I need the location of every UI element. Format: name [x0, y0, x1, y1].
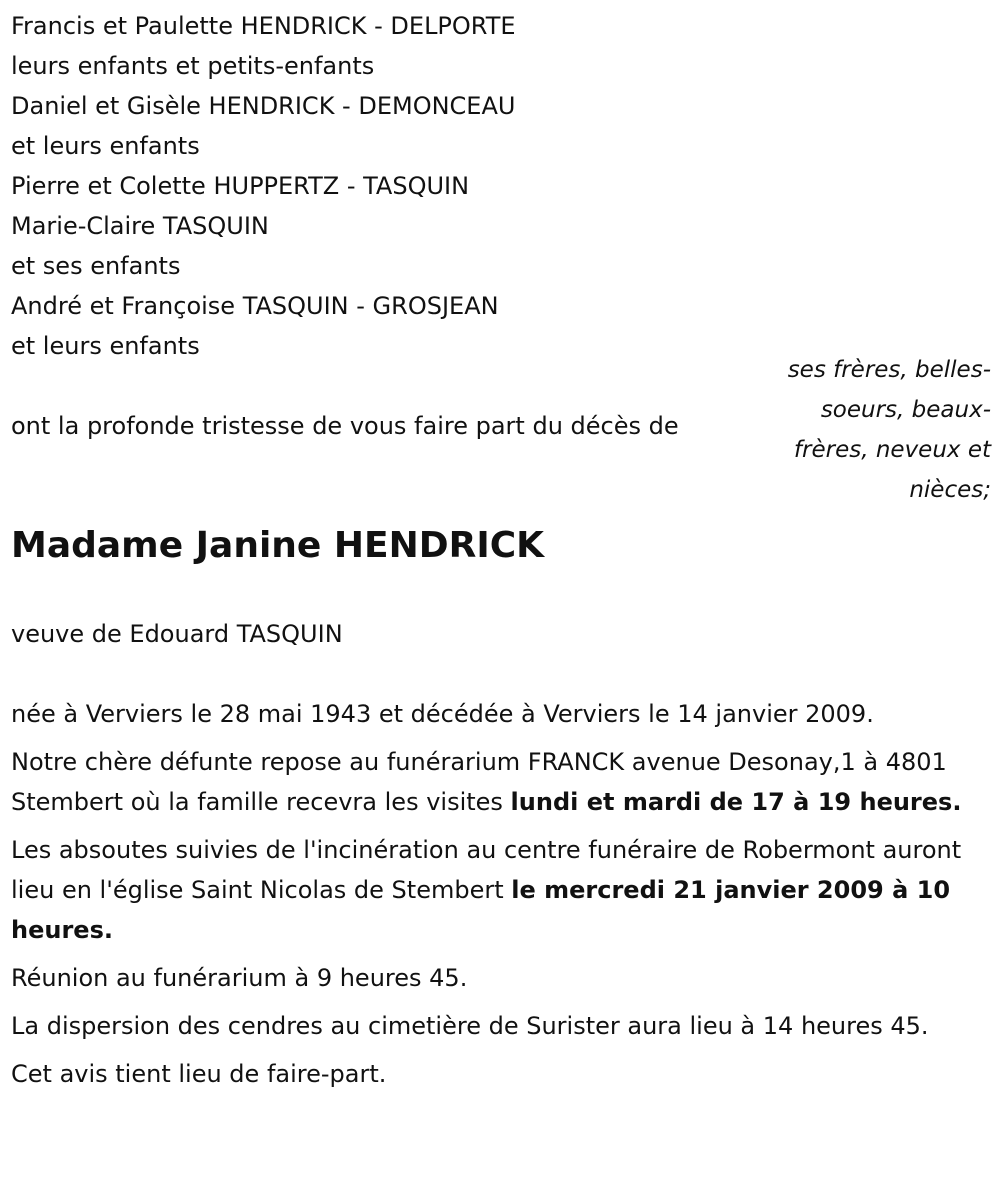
- meeting-paragraph: Réunion au funérarium à 9 heures 45.: [11, 964, 468, 992]
- ceremony-date: le mercredi 21 janvier 2009 à 10 heures.: [11, 876, 951, 944]
- announcement-text: ont la profonde tristesse de vous faire part du décès de: [11, 412, 679, 440]
- family-line: leurs enfants et petits-enfants: [11, 52, 375, 80]
- widow-of-text: veuve de Edouard TASQUIN: [11, 620, 343, 648]
- family-line: Marie-Claire TASQUIN: [11, 212, 269, 240]
- family-list: [11, 6, 731, 366]
- family-line: André et Françoise TASQUIN - GROSJEAN: [11, 292, 499, 320]
- deceased-name: Madame Janine HENDRICK: [11, 525, 545, 566]
- ceremony-text: Les absoutes suivies de l'incinération au centre funéraire de Robermont auront lieu en l'église Saint Nicolas de Stembert: [11, 836, 962, 904]
- visitation-text: Notre chère défunte repose au funérarium FRANCK avenue Desonay,1 à 4801 Stembert où la famille recevra les visites: [11, 748, 947, 816]
- ceremony-paragraph: [11, 830, 986, 950]
- family-line: Daniel et Gisèle HENDRICK - DEMONCEAU: [11, 92, 516, 120]
- dispersion-paragraph: La dispersion des cendres au cimetière de Surister aura lieu à 14 heures 45.: [11, 1012, 929, 1040]
- family-line: et leurs enfants: [11, 332, 200, 360]
- family-line: Pierre et Colette HUPPERTZ - TASQUIN: [11, 172, 470, 200]
- closing-paragraph: Cet avis tient lieu de faire-part.: [11, 1060, 387, 1088]
- family-line: et leurs enfants: [11, 132, 200, 160]
- family-line: et ses enfants: [11, 252, 181, 280]
- details-section: [11, 694, 986, 1102]
- visitation-hours: lundi et mardi de 17 à 19 heures.: [510, 788, 962, 816]
- relatives-note: ses frères, belles-soeurs, beaux-frères, neveux et nièces;: [787, 357, 991, 503]
- visitation-paragraph: [11, 742, 986, 822]
- birth-death-paragraph: née à Verviers le 28 mai 1943 et décédée à Verviers le 14 janvier 2009.: [11, 700, 874, 728]
- family-line: Francis et Paulette HENDRICK - DELPORTE: [11, 12, 516, 40]
